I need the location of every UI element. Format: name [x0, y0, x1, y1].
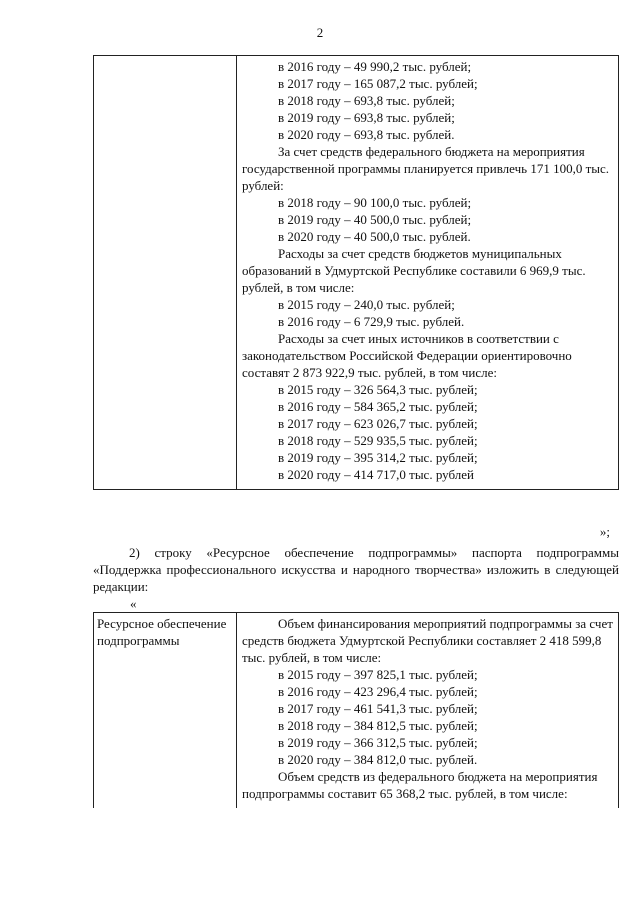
financing-table-continued [93, 55, 619, 490]
year-line: в 2018 году – 90 100,0 тыс. рублей; [278, 195, 472, 210]
year-line: в 2015 году – 240,0 тыс. рублей; [278, 297, 455, 312]
year-line: в 2015 году – 326 564,3 тыс. рублей; [278, 382, 478, 397]
year-line: в 2018 году – 529 935,5 тыс. рублей; [278, 433, 478, 448]
table1-label-cell [94, 56, 237, 490]
year-line: в 2017 году – 165 087,2 тыс. рублей; [278, 76, 478, 91]
opening-quote: « [130, 596, 137, 611]
year-line: в 2019 году – 366 312,5 тыс. рублей; [278, 735, 478, 750]
resource-provision-table [93, 612, 619, 808]
amendment-paragraph: 2) строку «Ресурсное обеспечение подпрограммы» паспорта подпрограммы «Поддержка профессионального искусства и народного творчества» изложить в следующей редакции: [93, 545, 619, 594]
resource-provision-label: Ресурсное обеспечение подпрограммы [97, 616, 227, 648]
year-line: в 2019 году – 693,8 тыс. рублей; [278, 110, 455, 125]
year-line: в 2017 году – 461 541,3 тыс. рублей; [278, 701, 478, 716]
year-line: в 2020 году – 384 812,0 тыс. рублей. [278, 752, 478, 767]
year-line: в 2016 году – 49 990,2 тыс. рублей; [278, 59, 472, 74]
municipal-budget-years [242, 296, 613, 330]
table1-content-cell [237, 56, 619, 490]
year-line: в 2016 году – 584 365,2 тыс. рублей; [278, 399, 478, 414]
table2-label-cell [94, 613, 237, 809]
municipal-budget-intro: Расходы за счет средств бюджетов муниципальных образований в Удмуртской Республике составили 6 969,9 тыс. рублей, в том числе: [242, 246, 586, 295]
table2-content-cell [237, 613, 619, 809]
year-line: в 2016 году – 423 296,4 тыс. рублей; [278, 684, 478, 699]
year-line: в 2020 году – 414 717,0 тыс. рублей [278, 467, 474, 482]
republic-budget-years [242, 58, 613, 143]
year-line: в 2020 году – 693,8 тыс. рублей. [278, 127, 455, 142]
year-line: в 2016 году – 6 729,9 тыс. рублей. [278, 314, 465, 329]
republic-budget-intro: Объем финансирования мероприятий подпрограммы за счет средств бюджета Удмуртской Республики составляет 2 418 599,8 тыс. рублей, в том числе: [242, 616, 613, 665]
other-sources-years [242, 381, 613, 483]
year-line: в 2015 году – 397 825,1 тыс. рублей; [278, 667, 478, 682]
year-line: в 2020 году – 40 500,0 тыс. рублей. [278, 229, 471, 244]
closing-quote: »; [599, 524, 610, 539]
year-line: в 2018 году – 693,8 тыс. рублей; [278, 93, 455, 108]
federal-budget-years [242, 194, 613, 245]
year-line: в 2017 году – 623 026,7 тыс. рублей; [278, 416, 478, 431]
year-line: в 2019 году – 40 500,0 тыс. рублей; [278, 212, 472, 227]
republic-budget-years [242, 666, 613, 768]
page-number: 2 [316, 25, 324, 40]
federal-budget-intro: Объем средств из федерального бюджета на мероприятия подпрограммы составит 65 368,2 тыс. рублей, в том числе: [242, 769, 598, 801]
federal-budget-intro: За счет средств федерального бюджета на мероприятия государственной программы планируется привлечь 171 100,0 тыс. рублей: [242, 144, 610, 193]
other-sources-intro: Расходы за счет иных источников в соответствии с законодательством Российской Федерации ориентировочно составят 2 873 922,9 тыс. рублей, в том числе: [242, 331, 572, 380]
year-line: в 2019 году – 395 314,2 тыс. рублей; [278, 450, 478, 465]
year-line: в 2018 году – 384 812,5 тыс. рублей; [278, 718, 478, 733]
